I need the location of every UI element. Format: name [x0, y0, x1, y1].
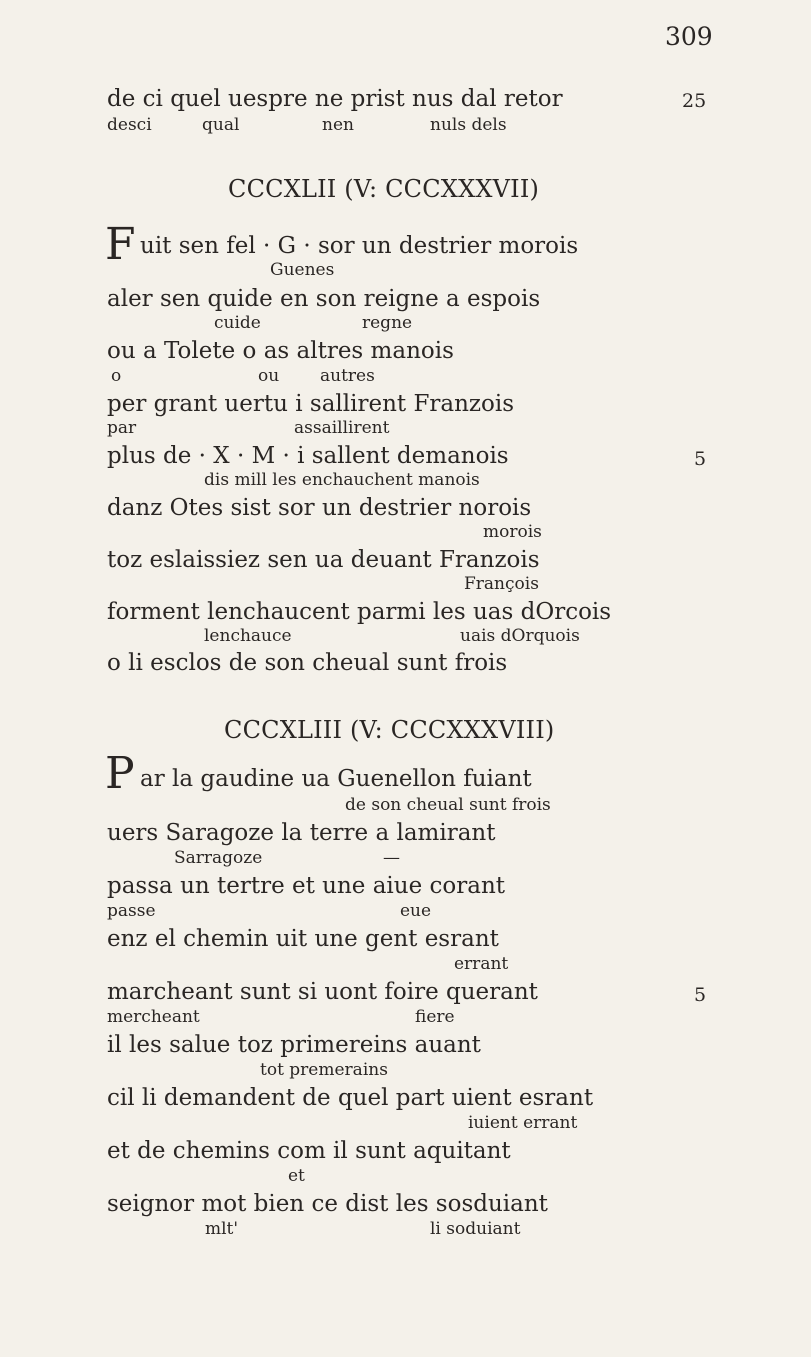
variant-reading: eue: [400, 901, 432, 921]
section-heading: CCCXLIII (V: CCCXXXVIII): [224, 716, 555, 744]
verse-line: danz Otes sist sor un destrier norois: [107, 495, 532, 521]
variant-reading: li soduiant: [430, 1219, 521, 1239]
verse-line: uit sen fel · G · sor un destrier morois: [140, 233, 579, 259]
variant-reading: errant: [454, 954, 509, 974]
variant-reading: de son cheual sunt frois: [345, 795, 551, 815]
variant-reading: cuide: [214, 313, 261, 333]
verse-line: passa un tertre et une aiue corant: [107, 873, 506, 899]
variant-reading: passe: [107, 901, 156, 921]
variant-reading: et: [288, 1166, 305, 1186]
variant-reading: tot premerains: [260, 1060, 388, 1080]
variant-reading: o: [111, 366, 122, 386]
verse-line: marcheant sunt si uont foire querant: [107, 979, 538, 1005]
section-heading: CCCXLII (V: CCCXXXVII): [228, 175, 540, 203]
variant-reading: regne: [362, 313, 413, 333]
verse-line: il les salue toz primereins auant: [107, 1032, 481, 1058]
variant-reading: morois: [483, 522, 542, 542]
variant-reading: par: [107, 418, 137, 438]
page-number: 309: [665, 22, 713, 51]
verse-line: seignor mot bien ce dist les sosduiant: [107, 1191, 548, 1217]
verse-line: enz el chemin uit une gent esrant: [107, 926, 499, 952]
variant-reading: lenchauce: [204, 626, 292, 646]
verse-line: per grant uertu i sallirent Franzois: [107, 391, 515, 417]
verse-line: o li esclos de son cheual sunt frois: [107, 650, 508, 676]
variant-reading: assaillirent: [294, 418, 390, 438]
variant-reading: mercheant: [107, 1007, 200, 1027]
variant-reading: iuient errant: [468, 1113, 578, 1133]
variant-reading: ou: [258, 366, 280, 386]
variant-reading: mlt': [205, 1219, 239, 1239]
verse-line: et de chemins com il sunt aquitant: [107, 1138, 511, 1164]
verse-line: cil li demandent de quel part uient esrant: [107, 1085, 594, 1111]
drop-capital: F: [105, 219, 136, 270]
verse-line: de ci quel uespre ne prist nus dal retor: [107, 86, 563, 112]
variant-reading: nuls dels: [430, 115, 507, 135]
variant-reading: autres: [320, 366, 375, 386]
verse-line: aler sen quide en son reigne a espois: [107, 286, 541, 312]
variant-reading: uais dOrquois: [460, 626, 580, 646]
variant-reading: —: [383, 848, 400, 868]
margin-line-number: 5: [694, 984, 707, 1006]
variant-reading: fiere: [415, 1007, 455, 1027]
drop-capital: P: [105, 748, 135, 799]
variant-reading: dis mill les enchauchent manois: [204, 470, 480, 490]
variant-reading: nen: [322, 115, 354, 135]
variant-reading: François: [464, 574, 539, 594]
variant-reading: Guenes: [270, 260, 335, 280]
verse-line: ou a Tolete o as altres manois: [107, 338, 454, 364]
verse-line: toz eslaissiez sen ua deuant Franzois: [107, 547, 540, 573]
variant-reading: Sarragoze: [174, 848, 263, 868]
variant-reading: qual: [202, 115, 240, 135]
variant-reading: desci: [107, 115, 152, 135]
verse-line: uers Saragoze la terre a lamirant: [107, 820, 496, 846]
verse-line: forment lenchaucent parmi les uas dOrcois: [107, 599, 612, 625]
margin-line-number: 25: [682, 90, 707, 112]
verse-line: plus de · X · M · i sallent demanois: [107, 443, 509, 469]
margin-line-number: 5: [694, 448, 707, 470]
verse-line: ar la gaudine ua Guenellon fuiant: [140, 766, 532, 792]
